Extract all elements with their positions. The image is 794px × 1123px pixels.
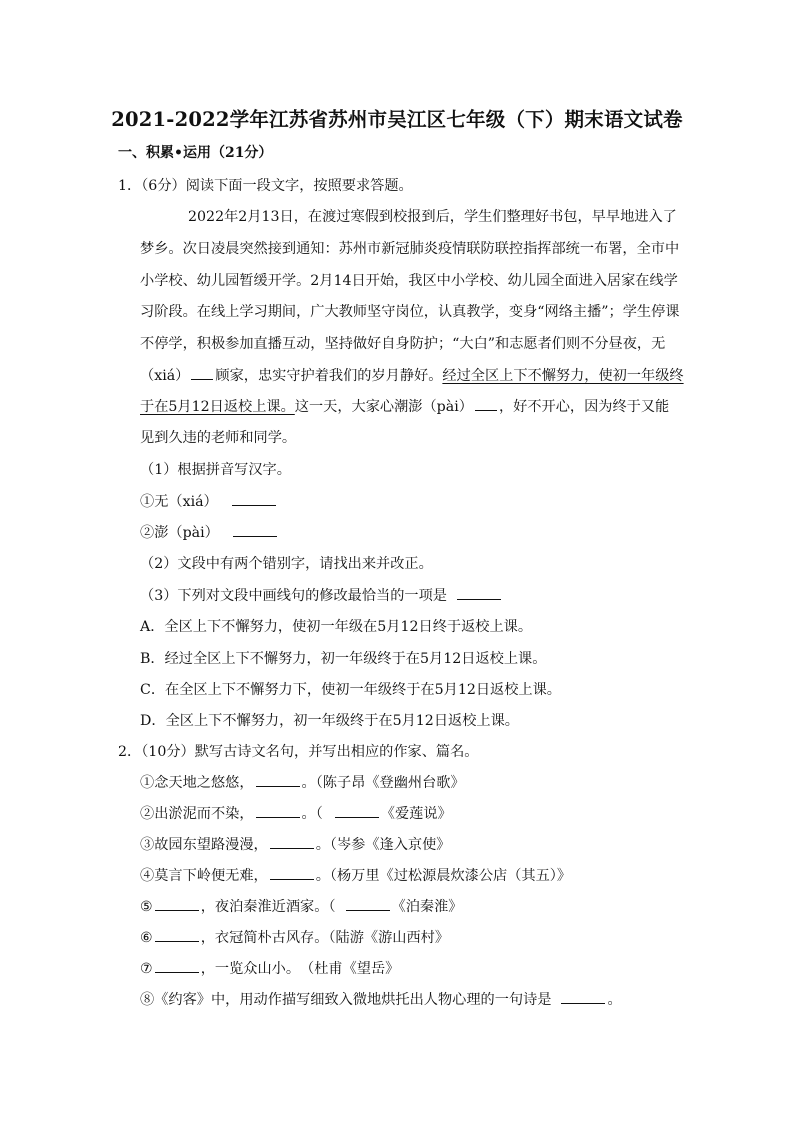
poem-blank-6[interactable] [155, 929, 199, 942]
poem-author-blank-2[interactable] [335, 805, 379, 818]
answer-blank-1b[interactable] [233, 524, 277, 537]
blank-pai[interactable] [475, 398, 497, 411]
poem-line-3: ③故园东望路漫漫， 。（岑参《逢入京使》 [140, 837, 451, 853]
option-a: A．全区上下不懈努力，使初一年级在5月12日终于返校上课。 [140, 619, 533, 635]
sub-question-1: （1）根据拼音写汉字。 [140, 462, 291, 478]
passage-line-1: 2022年2月13日，在渡过寒假到校报到后，学生们整理好书包，早早地进入了 [188, 209, 677, 225]
sub-question-1b: ②澎（pài） [140, 524, 279, 542]
blank-xia[interactable] [191, 367, 213, 380]
underlined-sentence-part-1: 经过全区上下不懈努力，使初一年级终 [442, 368, 684, 384]
answer-blank-3[interactable] [457, 587, 501, 600]
pinyin-xia: （xiá） [140, 368, 190, 384]
passage-line-4: 习阶段。在线上学习期间，广大教师坚守岗位，认真教学，变身“网络主播”；学生停课 [140, 304, 680, 320]
poem-line-1: ①念天地之悠悠， 。（陈子昂《登幽州台歌》 [140, 775, 465, 791]
page-title: 2021-2022学年江苏省苏州市吴江区七年级（下）期末语文试卷 [111, 108, 683, 131]
poem-blank-7[interactable] [155, 960, 199, 973]
poem-author-blank-5[interactable] [346, 898, 390, 911]
poem-blank-8[interactable] [561, 991, 605, 1004]
underlined-sentence-part-2: 于在5月12日返校上课。 [140, 399, 295, 415]
sub-question-2: （2）文段中有两个错别字，请找出来并改正。 [140, 556, 433, 572]
question-2-heading: 2．（10分）默写古诗文名句，并写出相应的作家、篇名。 [118, 744, 479, 760]
question-1-heading: 1．（6分）阅读下面一段文字，按照要求答题。 [118, 178, 413, 194]
answer-blank-1a[interactable] [232, 493, 276, 506]
poem-line-5: ⑤ ，夜泊秦淮近酒家。（ 《泊秦淮》 [140, 899, 463, 915]
passage-line-5: 不停学，积极参加直播互动，坚持做好自身防护；“大白”和志愿者们则不分昼夜，无 [140, 336, 666, 352]
poem-line-2: ②出淤泥而不染， 。（ 《爱莲说》 [140, 806, 452, 822]
poem-blank-5[interactable] [155, 898, 199, 911]
option-b: B．经过全区上下不懈努力，初一年级终于在5月12日返校上课。 [140, 651, 547, 667]
poem-line-4: ④莫言下岭便无难， 。（杨万里《过松源晨炊漆公店（其五）》 [140, 868, 572, 884]
poem-blank-3[interactable] [270, 836, 314, 849]
poem-blank-2[interactable] [256, 805, 300, 818]
poem-line-7: ⑦ ，一览众山小。 （杜甫《望岳》 [140, 961, 400, 977]
section-heading: 一、积累•运用（21分） [118, 145, 273, 161]
passage-line-6: （xiá） 顾家，忠实守护着我们的岁月静好。经过全区上下不懈努力，使初一年级终 [140, 368, 684, 384]
sub-question-1a: ①无（xiá） [140, 493, 278, 511]
sub-question-3: （3）下列对文段中画线句的修改最恰当的一项是 [140, 587, 503, 605]
option-d: D．全区上下不懈努力，初一年级终于在5月12日返校上课。 [140, 713, 519, 729]
poem-line-8: ⑧《约客》中，用动作描写细致入微地烘托出人物心理的一句诗是 。 [140, 992, 622, 1008]
passage-line-3: 小学校、幼儿园暂缓开学。2月14日开始，我区中小学校、幼儿园全面进入居家在线学 [140, 273, 678, 289]
option-c: C．在全区上下不懈努力下，使初一年级终于在5月12日返校上课。 [140, 682, 561, 698]
poem-line-6: ⑥ ，衣冠简朴古风存。（陆游《游山西村》 [140, 930, 450, 946]
poem-blank-1[interactable] [256, 774, 300, 787]
passage-line-7: 于在5月12日返校上课。这一天，大家心潮澎（pài） ，好不开心，因为终于又能 [140, 399, 670, 415]
passage-line-8: 见到久违的老师和同学。 [140, 430, 297, 446]
poem-blank-4[interactable] [270, 867, 314, 880]
passage-line-2: 梦乡。次日凌晨突然接到通知：苏州市新冠肺炎疫情联防联控指挥部统一布署，全市中 [140, 241, 680, 257]
